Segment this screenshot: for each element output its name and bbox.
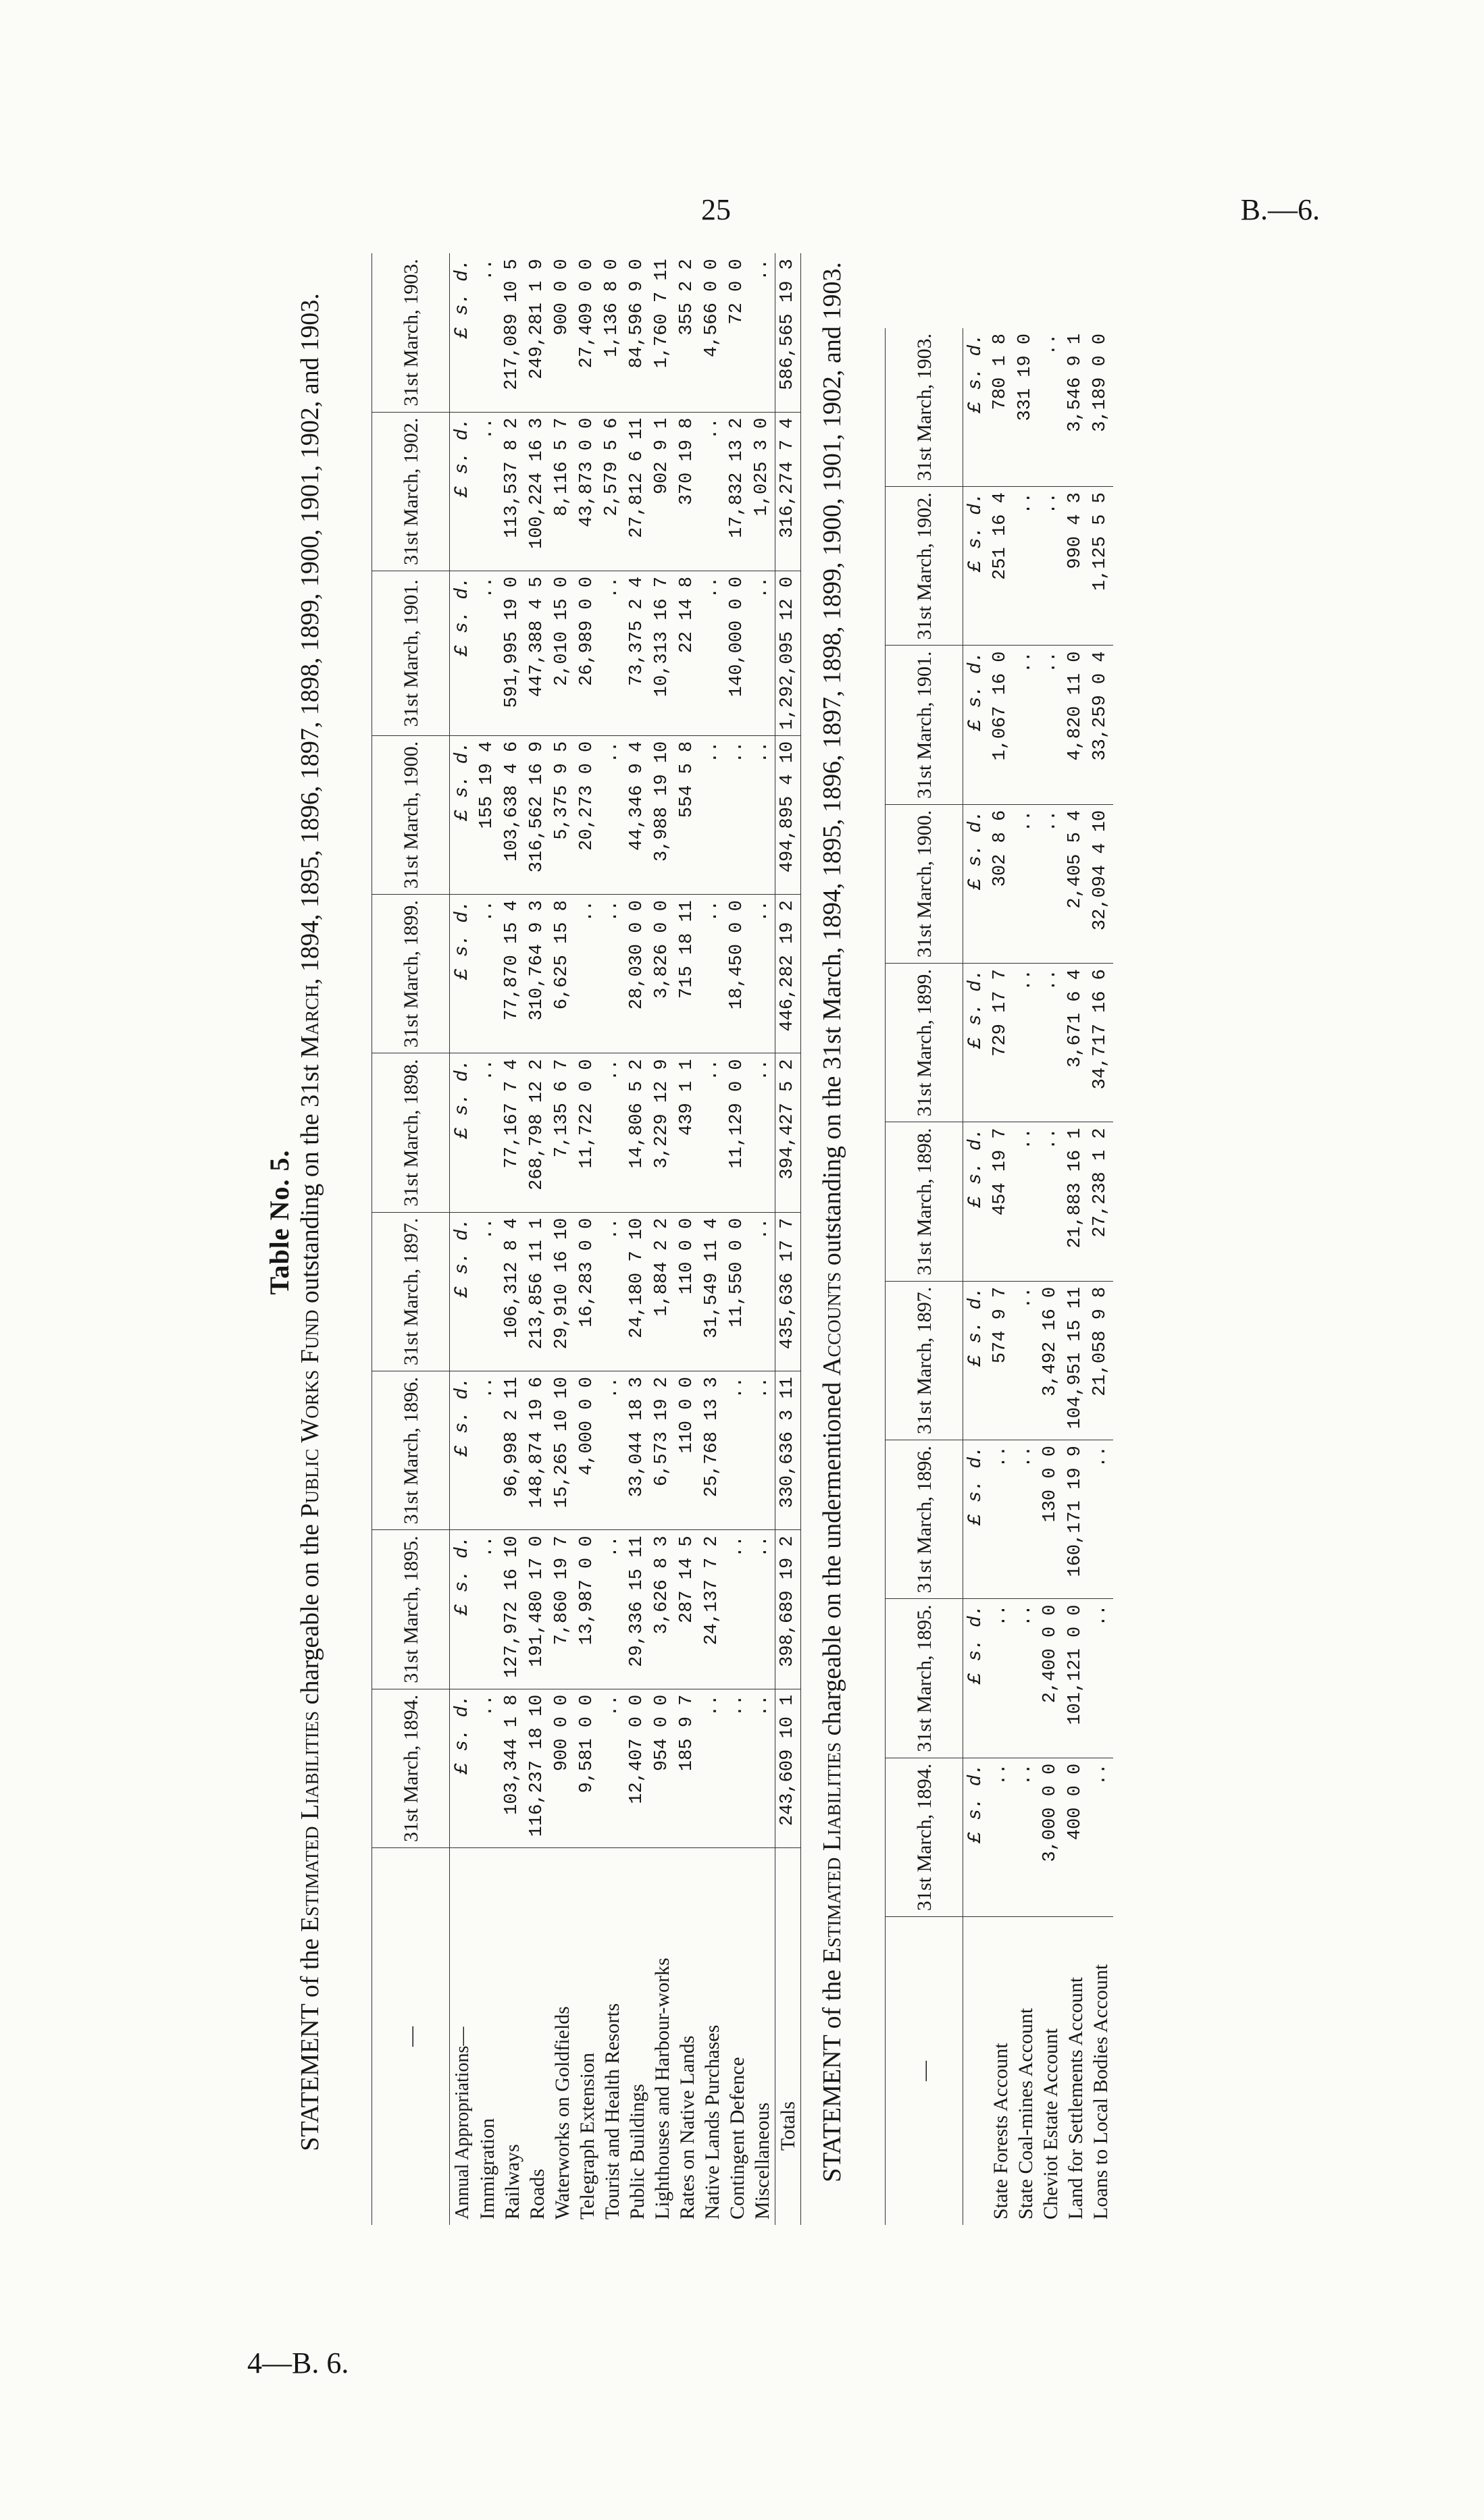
table-row bbox=[1013, 328, 1038, 2225]
table-cell: 213,856 11 1 bbox=[525, 1212, 550, 1371]
table5-label: Table No. 5. bbox=[264, 1149, 295, 1295]
table-cell: .. bbox=[1013, 487, 1038, 646]
table-cell: 1,125 5 5 bbox=[1088, 487, 1113, 646]
unit-cell: £ s. d. bbox=[963, 487, 989, 646]
table-row bbox=[550, 253, 575, 2225]
unit-cell: £ s. d. bbox=[450, 1689, 476, 1847]
table-cell: .. bbox=[750, 1530, 775, 1689]
table-cell: 6,573 19 2 bbox=[650, 1371, 675, 1530]
table-cell: .. bbox=[1088, 1440, 1113, 1599]
unit-cell: £ s. d. bbox=[963, 964, 989, 1122]
table-cell: 103,638 4 6 bbox=[500, 735, 525, 894]
table-cell: .. bbox=[750, 1212, 775, 1371]
table-cell: 13,987 0 0 bbox=[575, 1530, 600, 1689]
column-header: 31st March, 1899. bbox=[886, 964, 963, 1122]
table-cell: 27,812 6 11 bbox=[625, 412, 650, 571]
table-cell: 3,626 8 3 bbox=[650, 1530, 675, 1689]
table-cell: 591,995 19 0 bbox=[500, 571, 525, 735]
table-cell: .. bbox=[700, 1053, 725, 1212]
table-cell: .. bbox=[750, 735, 775, 894]
table-cell: 72 0 0 bbox=[725, 253, 750, 412]
units-row bbox=[963, 328, 989, 2225]
row-label: Contingent Defence bbox=[726, 2057, 748, 2220]
table-cell: .. bbox=[1038, 804, 1063, 963]
table-cell: 3,671 6 4 bbox=[1063, 964, 1088, 1122]
table-cell: .. bbox=[988, 1758, 1013, 1916]
table-cell: 96,998 2 11 bbox=[500, 1371, 525, 1530]
table-cell: 24,180 7 10 bbox=[625, 1212, 650, 1371]
section-label: Annual Appropriations— bbox=[452, 2026, 473, 2220]
table5-label-column-header: — bbox=[372, 1848, 450, 2226]
table-cell: 1,760 7 11 bbox=[650, 253, 675, 412]
table-cell: .. bbox=[475, 571, 500, 735]
table-cell: 140,000 0 0 bbox=[725, 571, 750, 735]
table-cell: 110 0 0 bbox=[675, 1212, 700, 1371]
table-cell: 100,224 16 3 bbox=[525, 412, 550, 571]
table-cell: 3,189 0 0 bbox=[1088, 328, 1113, 487]
table-cell: 310,764 9 3 bbox=[525, 895, 550, 1053]
table-cell: 316,562 16 9 bbox=[525, 735, 550, 894]
table6-title-block bbox=[817, 138, 847, 2306]
table-cell: 14,806 5 2 bbox=[625, 1053, 650, 1212]
table-cell: .. bbox=[1038, 964, 1063, 1122]
table-cell: 16,283 0 0 bbox=[575, 1212, 600, 1371]
table-cell: 185 9 7 bbox=[675, 1689, 700, 1847]
table-cell: .. bbox=[600, 1530, 625, 1689]
totals-label: Totals bbox=[775, 1848, 801, 2226]
table-cell: .. bbox=[1013, 804, 1038, 963]
table-cell: 77,870 15 4 bbox=[500, 895, 525, 1053]
table-cell: 2,405 5 4 bbox=[1063, 804, 1088, 963]
row-label: Roads bbox=[526, 2169, 548, 2220]
table-cell: 155 19 4 bbox=[475, 735, 500, 894]
unit-cell: £ s. d. bbox=[963, 1599, 989, 1758]
table-cell: 25,768 13 3 bbox=[700, 1371, 725, 1530]
table-cell: .. bbox=[1013, 1281, 1038, 1440]
table-cell: .. bbox=[600, 571, 625, 735]
unit-cell: £ s. d. bbox=[963, 804, 989, 963]
table-cell: .. bbox=[700, 735, 725, 894]
table-cell: .. bbox=[475, 1053, 500, 1212]
table-cell: .. bbox=[600, 1371, 625, 1530]
row-label: Native Lands Purchases bbox=[701, 2024, 723, 2220]
table-cell: 21,058 9 8 bbox=[1088, 1281, 1113, 1440]
table-cell: .. bbox=[600, 1053, 625, 1212]
units-row bbox=[450, 253, 476, 2225]
table-row bbox=[725, 253, 750, 2225]
total-cell: 316,274 7 4 bbox=[775, 412, 801, 571]
table-cell: 3,826 0 0 bbox=[650, 895, 675, 1053]
table-cell: 900 0 0 bbox=[550, 1689, 575, 1847]
table-cell: 1,067 16 0 bbox=[988, 646, 1013, 804]
column-header: 31st March, 1895. bbox=[372, 1530, 450, 1689]
table-cell: 287 14 5 bbox=[675, 1530, 700, 1689]
table-cell: .. bbox=[725, 1371, 750, 1530]
table-cell: 400 0 0 bbox=[1063, 1758, 1088, 1916]
table-cell: 268,798 12 2 bbox=[525, 1053, 550, 1212]
row-label: State Coal-mines Account bbox=[1015, 2007, 1037, 2220]
column-header: 31st March, 1901. bbox=[886, 646, 963, 804]
table-cell: 116,237 18 10 bbox=[525, 1689, 550, 1847]
unit-cell: £ s. d. bbox=[963, 646, 989, 804]
table5-title-block bbox=[263, 138, 325, 2306]
header-reference: B.—6. bbox=[1240, 193, 1320, 226]
table-cell: 29,910 16 10 bbox=[550, 1212, 575, 1371]
table-cell: .. bbox=[700, 571, 725, 735]
table-cell: 554 5 8 bbox=[675, 735, 700, 894]
row-label: Lighthouses and Harbour-works bbox=[651, 1958, 673, 2220]
row-label: Telegraph Extension bbox=[576, 2053, 598, 2220]
table-cell: .. bbox=[700, 895, 725, 1053]
column-header: 31st March, 1896. bbox=[886, 1440, 963, 1599]
table5 bbox=[372, 253, 801, 2225]
table-cell: .. bbox=[475, 1212, 500, 1371]
table-cell: .. bbox=[750, 895, 775, 1053]
table-cell: 9,581 0 0 bbox=[575, 1689, 600, 1847]
table-row bbox=[650, 253, 675, 2225]
table-row bbox=[625, 253, 650, 2225]
table-cell: 113,537 8 2 bbox=[500, 412, 525, 571]
column-header: 31st March, 1895. bbox=[886, 1599, 963, 1758]
unit-cell: £ s. d. bbox=[450, 1053, 476, 1212]
table-cell: .. bbox=[1013, 1758, 1038, 1916]
table-cell: .. bbox=[750, 571, 775, 735]
table-cell: .. bbox=[600, 895, 625, 1053]
table-cell: 574 9 7 bbox=[988, 1281, 1013, 1440]
table-cell: 43,873 0 0 bbox=[575, 412, 600, 571]
table-cell: 729 17 7 bbox=[988, 964, 1013, 1122]
row-label: Rates on Native Lands bbox=[676, 2035, 698, 2220]
unit-cell: £ s. d. bbox=[450, 412, 476, 571]
total-cell: 1,292,095 12 0 bbox=[775, 571, 801, 735]
table-cell: 7,135 6 7 bbox=[550, 1053, 575, 1212]
table-cell: .. bbox=[475, 1530, 500, 1689]
table-cell: 73,375 2 4 bbox=[625, 571, 650, 735]
unit-cell: £ s. d. bbox=[450, 895, 476, 1053]
table-cell: 990 4 3 bbox=[1063, 487, 1088, 646]
table-cell: .. bbox=[1088, 1599, 1113, 1758]
table-cell: 11,722 0 0 bbox=[575, 1053, 600, 1212]
table-row bbox=[500, 253, 525, 2225]
table-cell: .. bbox=[1038, 487, 1063, 646]
table-cell: 251 16 4 bbox=[988, 487, 1013, 646]
table-cell: 447,388 4 5 bbox=[525, 571, 550, 735]
table-cell: 8,116 5 7 bbox=[550, 412, 575, 571]
table-cell: 3,546 9 1 bbox=[1063, 328, 1088, 487]
total-cell: 394,427 5 2 bbox=[775, 1053, 801, 1212]
unit-cell: £ s. d. bbox=[963, 1122, 989, 1281]
table-cell: .. bbox=[1038, 328, 1063, 487]
unit-cell: £ s. d. bbox=[450, 735, 476, 894]
table-cell: 5,375 9 5 bbox=[550, 735, 575, 894]
row-label: Cheviot Estate Account bbox=[1040, 2028, 1062, 2220]
column-header: 31st March, 1903. bbox=[372, 253, 450, 412]
column-header: 31st March, 1900. bbox=[886, 804, 963, 963]
total-cell: 435,636 17 7 bbox=[775, 1212, 801, 1371]
unit-cell: £ s. d. bbox=[963, 328, 989, 487]
column-header: 31st March, 1898. bbox=[372, 1053, 450, 1212]
table-cell: 4,820 11 0 bbox=[1063, 646, 1088, 804]
column-header: 31st March, 1903. bbox=[886, 328, 963, 487]
row-label: Immigration bbox=[476, 2118, 498, 2220]
total-cell: 243,609 10 1 bbox=[775, 1689, 801, 1847]
table-cell: .. bbox=[700, 412, 725, 571]
total-cell: 494,895 4 10 bbox=[775, 735, 801, 894]
table-cell: 28,030 0 0 bbox=[625, 895, 650, 1053]
table-cell: 106,312 8 4 bbox=[500, 1212, 525, 1371]
table-row bbox=[988, 328, 1013, 2225]
table-cell: 29,336 15 11 bbox=[625, 1530, 650, 1689]
table-row bbox=[750, 253, 775, 2225]
table-cell: 3,492 16 0 bbox=[1038, 1281, 1063, 1440]
total-cell: 330,636 3 11 bbox=[775, 1371, 801, 1530]
table-cell: 249,281 1 9 bbox=[525, 253, 550, 412]
table-row bbox=[475, 253, 500, 2225]
table-cell: 27,409 0 0 bbox=[575, 253, 600, 412]
table-cell: 17,832 13 2 bbox=[725, 412, 750, 571]
table-cell: 1,884 2 2 bbox=[650, 1212, 675, 1371]
table-cell: 355 2 2 bbox=[675, 253, 700, 412]
table-cell: 103,344 1 8 bbox=[500, 1689, 525, 1847]
table-cell: 22 14 8 bbox=[675, 571, 700, 735]
row-label: Public Buildings bbox=[626, 2084, 648, 2220]
row-label: Waterworks on Goldfields bbox=[551, 2006, 573, 2220]
table-cell: 77,167 7 4 bbox=[500, 1053, 525, 1212]
unit-cell: £ s. d. bbox=[450, 1371, 476, 1530]
table-row bbox=[1038, 328, 1063, 2225]
table-cell: .. bbox=[1038, 646, 1063, 804]
column-header: 31st March, 1899. bbox=[372, 895, 450, 1053]
unit-cell: £ s. d. bbox=[450, 253, 476, 412]
table-cell: 160,171 19 9 bbox=[1063, 1440, 1088, 1599]
table-cell: .. bbox=[725, 1689, 750, 1847]
table-cell: 127,972 16 10 bbox=[500, 1530, 525, 1689]
table-cell: 454 19 7 bbox=[988, 1122, 1013, 1281]
table-cell: 439 1 1 bbox=[675, 1053, 700, 1212]
row-label: Land for Settlements Account bbox=[1065, 1976, 1087, 2220]
table-cell: 20,273 0 0 bbox=[575, 735, 600, 894]
table-cell: .. bbox=[750, 1053, 775, 1212]
table-cell: 26,989 0 0 bbox=[575, 571, 600, 735]
table-cell: 1,025 3 0 bbox=[750, 412, 775, 571]
table-row bbox=[525, 253, 550, 2225]
column-header: 31st March, 1894. bbox=[372, 1689, 450, 1847]
row-label: Railways bbox=[501, 2144, 523, 2220]
column-header: 31st March, 1898. bbox=[886, 1122, 963, 1281]
table-cell: 217,089 10 5 bbox=[500, 253, 525, 412]
unit-cell: £ s. d. bbox=[963, 1281, 989, 1440]
table-cell: 11,129 0 0 bbox=[725, 1053, 750, 1212]
table-cell: 32,094 4 10 bbox=[1088, 804, 1113, 963]
column-header: 31st March, 1902. bbox=[886, 487, 963, 646]
table-cell: .. bbox=[475, 895, 500, 1053]
table-cell: 302 8 6 bbox=[988, 804, 1013, 963]
table-cell: 18,450 0 0 bbox=[725, 895, 750, 1053]
table6-label-column-header: — bbox=[886, 1917, 963, 2226]
table-cell: 2,579 5 6 bbox=[600, 412, 625, 571]
total-cell: 446,282 19 2 bbox=[775, 895, 801, 1053]
table-cell: 954 0 0 bbox=[650, 1689, 675, 1847]
table-cell: .. bbox=[1013, 1122, 1038, 1281]
table-cell: 4,000 0 0 bbox=[575, 1371, 600, 1530]
table-row bbox=[1088, 328, 1113, 2225]
table-cell: 2,010 15 0 bbox=[550, 571, 575, 735]
table-cell: 191,480 17 0 bbox=[525, 1530, 550, 1689]
column-header: 31st March, 1901. bbox=[372, 571, 450, 735]
row-label: Miscellaneous bbox=[751, 2102, 773, 2220]
table-cell: 3,000 0 0 bbox=[1038, 1758, 1063, 1916]
column-header: 31st March, 1900. bbox=[372, 735, 450, 894]
table-cell: .. bbox=[1013, 964, 1038, 1122]
row-label: State Forests Account bbox=[990, 2043, 1012, 2220]
column-header: 31st March, 1894. bbox=[886, 1758, 963, 1916]
table-cell: 6,625 15 8 bbox=[550, 895, 575, 1053]
table-row bbox=[575, 253, 600, 2225]
page-number: 25 bbox=[701, 193, 731, 226]
table-cell: .. bbox=[1013, 1440, 1038, 1599]
table-cell: .. bbox=[600, 1689, 625, 1847]
table-cell: 7,860 19 7 bbox=[550, 1530, 575, 1689]
table-cell: 4,566 0 0 bbox=[700, 253, 725, 412]
table-cell: 27,238 1 2 bbox=[1088, 1122, 1113, 1281]
table-cell: 33,259 0 4 bbox=[1088, 646, 1113, 804]
unit-cell: £ s. d. bbox=[450, 1212, 476, 1371]
table-row bbox=[700, 253, 725, 2225]
table6 bbox=[885, 328, 1113, 2225]
table-cell: .. bbox=[475, 412, 500, 571]
table-cell: 1,136 8 0 bbox=[600, 253, 625, 412]
table-cell: .. bbox=[750, 1371, 775, 1530]
table-cell: 44,346 9 4 bbox=[625, 735, 650, 894]
table-cell: .. bbox=[600, 735, 625, 894]
table-cell: 3,229 12 9 bbox=[650, 1053, 675, 1212]
table-cell: .. bbox=[1013, 646, 1038, 804]
table-row bbox=[600, 253, 625, 2225]
table-cell: .. bbox=[725, 1530, 750, 1689]
table-cell: .. bbox=[475, 1371, 500, 1530]
table-cell: 902 9 1 bbox=[650, 412, 675, 571]
rotated-page-content bbox=[263, 138, 1196, 2306]
totals-row bbox=[775, 253, 801, 2225]
table-cell: 715 18 11 bbox=[675, 895, 700, 1053]
row-label: Tourist and Health Resorts bbox=[601, 2003, 623, 2220]
table-cell: .. bbox=[1038, 1122, 1063, 1281]
table-cell: .. bbox=[988, 1599, 1013, 1758]
column-header: 31st March, 1897. bbox=[372, 1212, 450, 1371]
table-cell: 34,717 16 6 bbox=[1088, 964, 1113, 1122]
table-cell: 900 0 0 bbox=[550, 253, 575, 412]
table-cell: 148,874 19 6 bbox=[525, 1371, 550, 1530]
table-cell: 21,883 16 1 bbox=[1063, 1122, 1088, 1281]
table-cell: 780 1 8 bbox=[988, 328, 1013, 487]
table-cell: 130 0 0 bbox=[1038, 1440, 1063, 1599]
table5-heading: STATEMENT of the Estimated Liabilities chargeable on the Public Works Fund outstanding on the 31st March, 1894, 1895, 1896, 1897, 1898, 1899, 1900, 1901, 1902, and 1903. bbox=[296, 293, 324, 2151]
table-cell: 104,951 15 11 bbox=[1063, 1281, 1088, 1440]
table-cell: .. bbox=[575, 895, 600, 1053]
table-cell: 10,313 16 7 bbox=[650, 571, 675, 735]
footer-reference: 4—B. 6. bbox=[247, 2346, 349, 2380]
table-cell: 15,265 10 10 bbox=[550, 1371, 575, 1530]
column-header: 31st March, 1896. bbox=[372, 1371, 450, 1530]
table-cell: 12,407 0 0 bbox=[625, 1689, 650, 1847]
table-cell: 331 19 0 bbox=[1013, 328, 1038, 487]
total-cell: 586,565 19 3 bbox=[775, 253, 801, 412]
table-cell: .. bbox=[750, 253, 775, 412]
table-cell: 84,596 9 0 bbox=[625, 253, 650, 412]
table-cell: .. bbox=[1013, 1599, 1038, 1758]
table-cell: 33,044 18 3 bbox=[625, 1371, 650, 1530]
column-header: 31st March, 1897. bbox=[886, 1281, 963, 1440]
table-cell: .. bbox=[1088, 1758, 1113, 1916]
table-cell: 31,549 11 4 bbox=[700, 1212, 725, 1371]
table-row bbox=[1063, 328, 1088, 2225]
table-cell: 3,988 19 10 bbox=[650, 735, 675, 894]
table-cell: .. bbox=[475, 1689, 500, 1847]
unit-cell: £ s. d. bbox=[963, 1440, 989, 1599]
table-cell: .. bbox=[988, 1440, 1013, 1599]
column-header: 31st March, 1902. bbox=[372, 412, 450, 571]
table-cell: 370 19 8 bbox=[675, 412, 700, 571]
table6-heading: STATEMENT of the Estimated Liabilities chargeable on the undermentioned Accounts outstanding on the 31st March, 1894, 1895, 1896, 1897, 1898, 1899, 1900, 1901, 1902, and 1903. bbox=[818, 262, 846, 2182]
table-cell: 24,137 7 2 bbox=[700, 1530, 725, 1689]
unit-cell: £ s. d. bbox=[450, 571, 476, 735]
row-label: Loans to Local Bodies Account bbox=[1090, 1964, 1112, 2220]
table-cell: .. bbox=[750, 1689, 775, 1847]
table-cell: 2,400 0 0 bbox=[1038, 1599, 1063, 1758]
table-row bbox=[675, 253, 700, 2225]
table-cell: .. bbox=[700, 1689, 725, 1847]
total-cell: 398,689 19 2 bbox=[775, 1530, 801, 1689]
unit-cell: £ s. d. bbox=[450, 1530, 476, 1689]
table-cell: .. bbox=[600, 1212, 625, 1371]
table-cell: 101,121 0 0 bbox=[1063, 1599, 1088, 1758]
table-cell: 110 0 0 bbox=[675, 1371, 700, 1530]
table-cell: .. bbox=[475, 253, 500, 412]
table-cell: 11,550 0 0 bbox=[725, 1212, 750, 1371]
table-cell: .. bbox=[725, 735, 750, 894]
unit-cell: £ s. d. bbox=[963, 1758, 989, 1916]
